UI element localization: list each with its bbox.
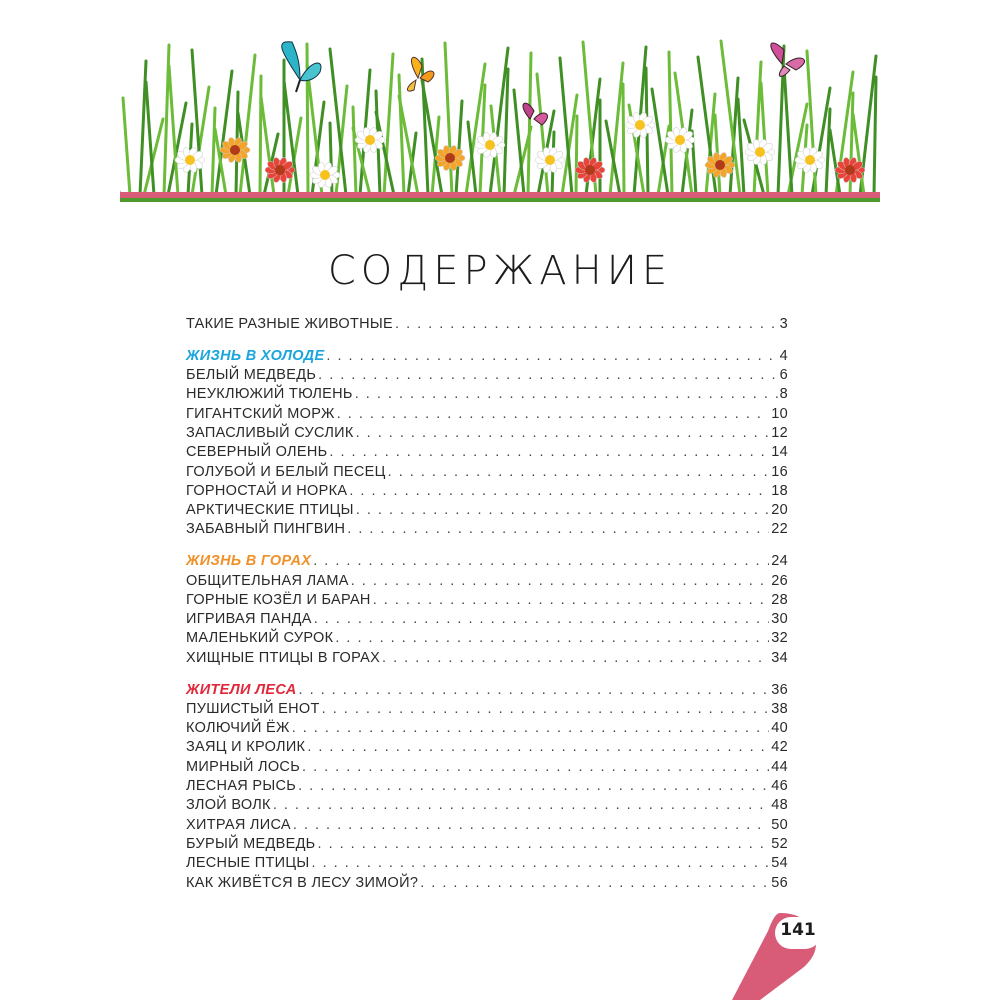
toc-entry [186, 700, 788, 719]
toc-entry-title: ЖИЗНЬ В ХОЛОДЕ [186, 347, 325, 364]
toc-entry-title: ЗАЯЦ И КРОЛИК [186, 739, 306, 756]
toc-entry-title: КАК ЖИВЁТСЯ В ЛЕСУ ЗИМОЙ? [186, 874, 419, 891]
dot-leader [318, 835, 770, 854]
toc-entry-page: 10 [771, 405, 788, 422]
toc-entry-page: 30 [771, 611, 788, 628]
toc-entry-page: 36 [771, 681, 788, 698]
toc-entry-page: 24 [771, 553, 788, 570]
toc-entry-title: ЖИЗНЬ В ГОРАХ [186, 553, 312, 570]
toc-entry-title: ГИГАНТСКИЙ МОРЖ [186, 405, 335, 422]
toc-entry [186, 424, 788, 443]
dot-leader [318, 366, 777, 385]
toc-entry-title: ЗАБАВНЫЙ ПИНГВИН [186, 521, 346, 538]
toc-entry-title: МИРНЫЙ ЛОСЬ [186, 758, 301, 775]
toc-entry-page: 38 [771, 700, 788, 717]
toc-entry [186, 443, 788, 462]
toc-entry-title: ОБЩИТЕЛЬНАЯ ЛАМА [186, 572, 349, 589]
toc-entry [186, 874, 788, 893]
toc-entry-title: КОЛЮЧИЙ ЁЖ [186, 720, 290, 737]
toc-entry-title: ЗЛОЙ ВОЛК [186, 797, 271, 814]
toc-entry-page: 28 [771, 591, 788, 608]
dot-leader [351, 572, 770, 591]
toc-entry-page: 3 [779, 316, 788, 332]
page-number: 141 [780, 920, 816, 940]
toc-entry [186, 777, 788, 796]
toc-entry [186, 738, 788, 757]
dot-leader [329, 443, 769, 462]
dot-leader [355, 385, 778, 404]
toc-entry-page: 40 [771, 720, 788, 737]
toc-entry-page: 20 [771, 502, 788, 519]
dot-leader [292, 719, 770, 738]
toc-entry-title: СЕВЕРНЫЙ ОЛЕНЬ [186, 444, 328, 461]
dot-leader [337, 405, 770, 424]
toc-entry [186, 315, 788, 334]
toc-section-heading [186, 347, 788, 366]
toc-entry-page: 6 [779, 367, 788, 384]
toc-entry-page: 12 [771, 424, 788, 441]
toc-entry [186, 835, 788, 854]
dot-leader [313, 552, 769, 571]
toc-entry-page: 4 [779, 347, 788, 364]
toc-entry-title: ХИТРАЯ ЛИСА [186, 816, 291, 833]
toc-entry [186, 854, 788, 873]
toc-entry-title: ЛЕСНЫЕ ПТИЦЫ [186, 855, 310, 872]
butterfly-icon-blue [282, 42, 321, 92]
butterfly-icon-pink [771, 43, 805, 76]
dot-leader [388, 463, 770, 482]
toc-entry-title: БЕЛЫЙ МЕДВЕДЬ [186, 367, 317, 384]
page-title: СОДЕРЖАНИЕ [327, 248, 673, 294]
dot-leader [395, 315, 778, 334]
meadow-banner [120, 30, 880, 202]
butterfly-icon-yellow [407, 57, 434, 91]
dot-leader [420, 874, 769, 893]
toc-entry [186, 816, 788, 835]
toc-entry-page: 42 [771, 739, 788, 756]
toc-entry-title: ГОЛУБОЙ И БЕЛЫЙ ПЕСЕЦ [186, 463, 386, 480]
toc-entry [186, 591, 788, 610]
toc-entry [186, 482, 788, 501]
toc-entry-page: 46 [771, 778, 788, 795]
dot-leader [356, 424, 770, 443]
toc-entry-page: 16 [771, 463, 788, 480]
toc-entry-page: 44 [771, 758, 788, 775]
toc-entry [186, 520, 788, 539]
toc-entry [186, 366, 788, 385]
toc-entry-title: ИГРИВАЯ ПАНДА [186, 611, 312, 628]
dot-leader [335, 629, 769, 648]
toc-entry [186, 405, 788, 424]
toc-entry-page: 22 [771, 521, 788, 538]
toc-entry-title: НЕУКЛЮЖИЙ ТЮЛЕНЬ [186, 386, 353, 403]
pink-divider-line [120, 192, 880, 198]
toc-entry-page: 14 [771, 444, 788, 461]
toc-entry-page: 48 [771, 797, 788, 814]
toc-entry-title: МАЛЕНЬКИЙ СУРОК [186, 630, 334, 647]
toc-entry-title: ЖИТЕЛИ ЛЕСА [186, 681, 297, 698]
toc-entry-title: АРКТИЧЕСКИЕ ПТИЦЫ [186, 502, 354, 519]
toc-entry-page: 56 [771, 874, 788, 891]
dot-leader [299, 681, 770, 700]
toc-entry [186, 719, 788, 738]
dot-leader [293, 816, 769, 835]
toc-entry-title: ХИЩНЫЕ ПТИЦЫ В ГОРАХ [186, 649, 381, 666]
dot-leader [312, 854, 770, 873]
dot-leader [314, 610, 770, 629]
grass-illustration [120, 41, 880, 202]
dot-leader [347, 520, 769, 539]
toc-entry-page: 8 [779, 386, 788, 403]
toc-entry-title: ГОРНЫЕ КОЗЁЛ И БАРАН [186, 591, 371, 608]
toc-entry [186, 796, 788, 815]
toc-section-heading [186, 681, 788, 700]
dot-leader [298, 777, 769, 796]
table-of-contents [186, 315, 788, 893]
toc-entry-page: 18 [771, 482, 788, 499]
toc-entry-title: ГОРНОСТАЙ И НОРКА [186, 482, 348, 499]
dot-leader [326, 347, 777, 366]
toc-entry-page: 54 [771, 855, 788, 872]
toc-entry-title: ЗАПАСЛИВЫЙ СУСЛИК [186, 424, 354, 441]
toc-entry-page: 26 [771, 572, 788, 589]
toc-entry-page: 50 [771, 816, 788, 833]
toc-entry [186, 501, 788, 520]
toc-entry-page: 32 [771, 630, 788, 647]
toc-entry [186, 649, 788, 668]
toc-entry-title: ЛЕСНАЯ РЫСЬ [186, 778, 297, 795]
toc-section-heading [186, 552, 788, 571]
toc-entry [186, 463, 788, 482]
dot-leader [356, 501, 769, 520]
toc-entry [186, 572, 788, 591]
dot-leader [307, 738, 769, 757]
dot-leader [349, 482, 769, 501]
toc-entry [186, 629, 788, 648]
toc-entry-page: 34 [771, 649, 788, 666]
toc-entry-title: БУРЫЙ МЕДВЕДЬ [186, 835, 316, 852]
toc-entry [186, 385, 788, 404]
dot-leader [373, 591, 770, 610]
toc-entry-title: ПУШИСТЫЙ ЕНОТ [186, 700, 320, 717]
butterfly-icon-pink-small [523, 103, 547, 125]
dot-leader [322, 700, 770, 719]
toc-entry-page: 52 [771, 835, 788, 852]
dot-leader [382, 649, 769, 668]
toc-entry [186, 610, 788, 629]
toc-entry [186, 758, 788, 777]
dot-leader [302, 758, 769, 777]
toc-entry-title: ТАКИЕ РАЗНЫЕ ЖИВОТНЫЕ [186, 316, 394, 332]
dot-leader [273, 796, 769, 815]
